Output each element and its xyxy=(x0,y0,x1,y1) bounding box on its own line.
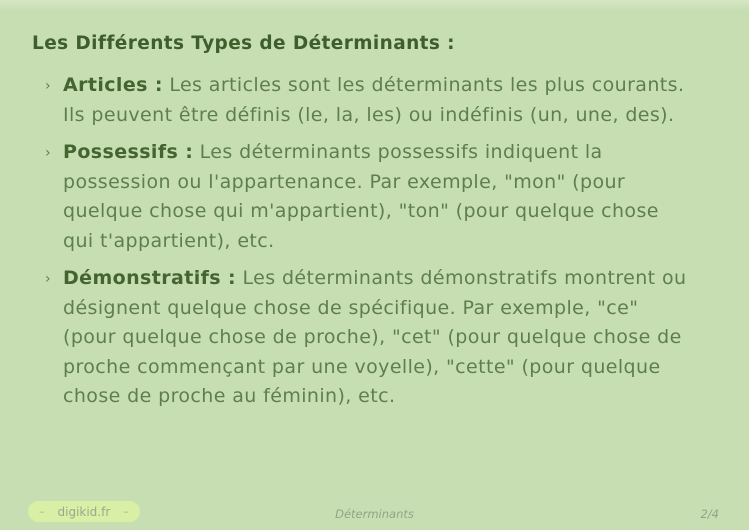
bullet-term: Possessifs : xyxy=(63,141,194,163)
bullet-item-articles xyxy=(32,71,688,130)
bullet-text: Les déterminants possessifs indiquent la possession ou l'appartenance. Par exemple, "mon" (pour quelque chose qui m'appartient), "ton" (pour quelque chose qui t'appartient), etc. xyxy=(63,141,659,252)
brand-label: digikid.fr xyxy=(57,504,111,519)
page-title: Les Différents Types de Déterminants : xyxy=(32,33,455,54)
dash-icon: – xyxy=(39,505,45,518)
page-indicator: 2/4 xyxy=(700,507,719,521)
footer xyxy=(0,496,749,530)
bullet-text: Les articles sont les déterminants les plus courants. Ils peuvent être définis (le, la, les) ou indéfinis (un, une, des). xyxy=(63,74,685,126)
chevron-bullet-icon: › xyxy=(45,145,51,161)
chevron-bullet-icon: › xyxy=(45,78,51,94)
bullet-term: Démonstratifs : xyxy=(63,267,237,289)
bullet-term: Articles : xyxy=(63,74,163,96)
bullet-item-demonstratifs xyxy=(32,264,688,412)
bullet-text: Les déterminants démonstratifs montrent ou désignent quelque chose de spécifique. Par exemple, "ce" (pour quelque chose de proche), "cet" (pour quelque chose de proche commençant par une voyelle), "cette" (pour quelque chose de proche au féminin), etc. xyxy=(63,267,687,407)
chevron-bullet-icon: › xyxy=(45,271,51,287)
bullet-item-possessifs xyxy=(32,138,688,256)
dash-icon: – xyxy=(123,505,129,518)
footer-doc-title: Déterminants xyxy=(335,507,414,521)
bullet-list xyxy=(32,71,723,412)
